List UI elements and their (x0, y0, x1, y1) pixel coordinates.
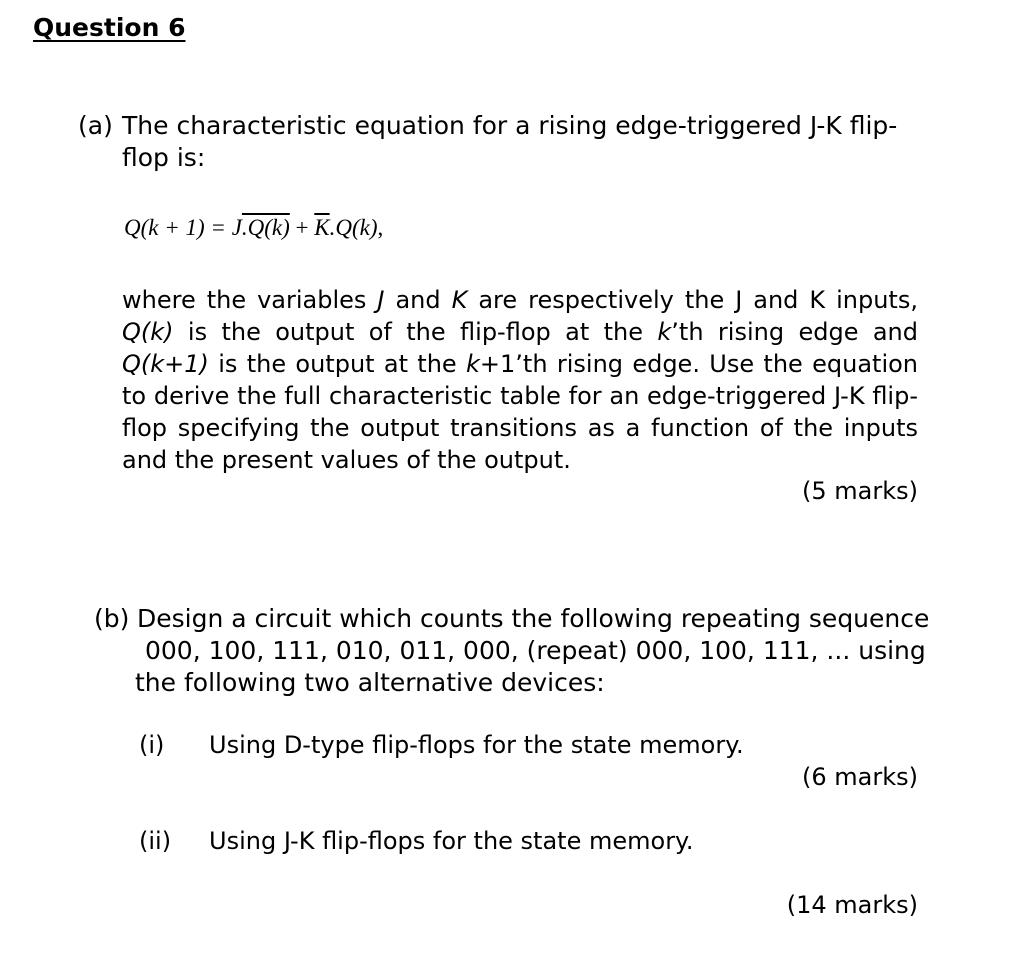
para-text: are respectively the J and K inputs, (467, 286, 918, 314)
equation-lhs: Q(k + 1) = (124, 215, 232, 240)
part-b-label: (b) (94, 604, 130, 633)
sub-question-ii-number: (ii) (139, 827, 172, 855)
sub-question-ii-marks: (14 marks) (786, 891, 918, 919)
para-text: and (384, 286, 452, 314)
part-a-intro-line2: flop is: (122, 143, 206, 172)
equation-q: .Q(k) (329, 215, 378, 240)
para-var-j: J (377, 286, 385, 314)
sub-question-i-number: (i) (139, 731, 165, 759)
sub-question-ii-text: Using J-K flip-flops for the state memory. (209, 827, 694, 855)
part-a-intro-line1: The characteristic equation for a rising edge-triggered J-K flip- (122, 111, 898, 140)
para-text: where the variables (122, 286, 378, 314)
equation-plus: + (289, 215, 315, 240)
sub-question-i-text: Using D-type flip-flops for the state memory. (209, 731, 744, 759)
equation-q-complement: .Q(k) (241, 215, 290, 240)
para-text: ’th rising edge and (671, 318, 918, 346)
question-title: Question 6 (33, 13, 186, 42)
para-var-qk: Q(k) (122, 318, 174, 346)
equation-k-complement: $\overline{K}$ (314, 215, 330, 240)
part-a-description (122, 284, 918, 476)
part-b-line1: Design a circuit which counts the following repeating sequence (137, 604, 930, 633)
characteristic-equation (124, 215, 383, 241)
para-text: is the output at the (208, 350, 467, 378)
para-var-k: K (451, 286, 468, 314)
para-var-k-index: k (657, 318, 672, 346)
equation-tail: , (377, 215, 384, 240)
part-b-line3: the following two alternative devices: (135, 668, 605, 697)
para-text: +1’th rising edge. Use the equation to derive the full characteristic table for an edge-triggered J-K flip-flop specifying the output transitions as a function of the inputs and the present values of the output. (122, 350, 919, 474)
para-text: is the output of the flip-flop at the (173, 318, 658, 346)
sub-question-i-marks: (6 marks) (802, 763, 918, 791)
part-b-line2: 000, 100, 111, 010, 011, 000, (repeat) 000, 100, 111, ... using (145, 636, 926, 665)
part-a-label: (a) (78, 111, 113, 140)
para-var-qk1: Q(k+1) (122, 350, 209, 378)
part-a-marks: (5 marks) (802, 477, 918, 505)
equation-j: J (231, 215, 242, 240)
para-var-k-index: k (466, 350, 480, 378)
